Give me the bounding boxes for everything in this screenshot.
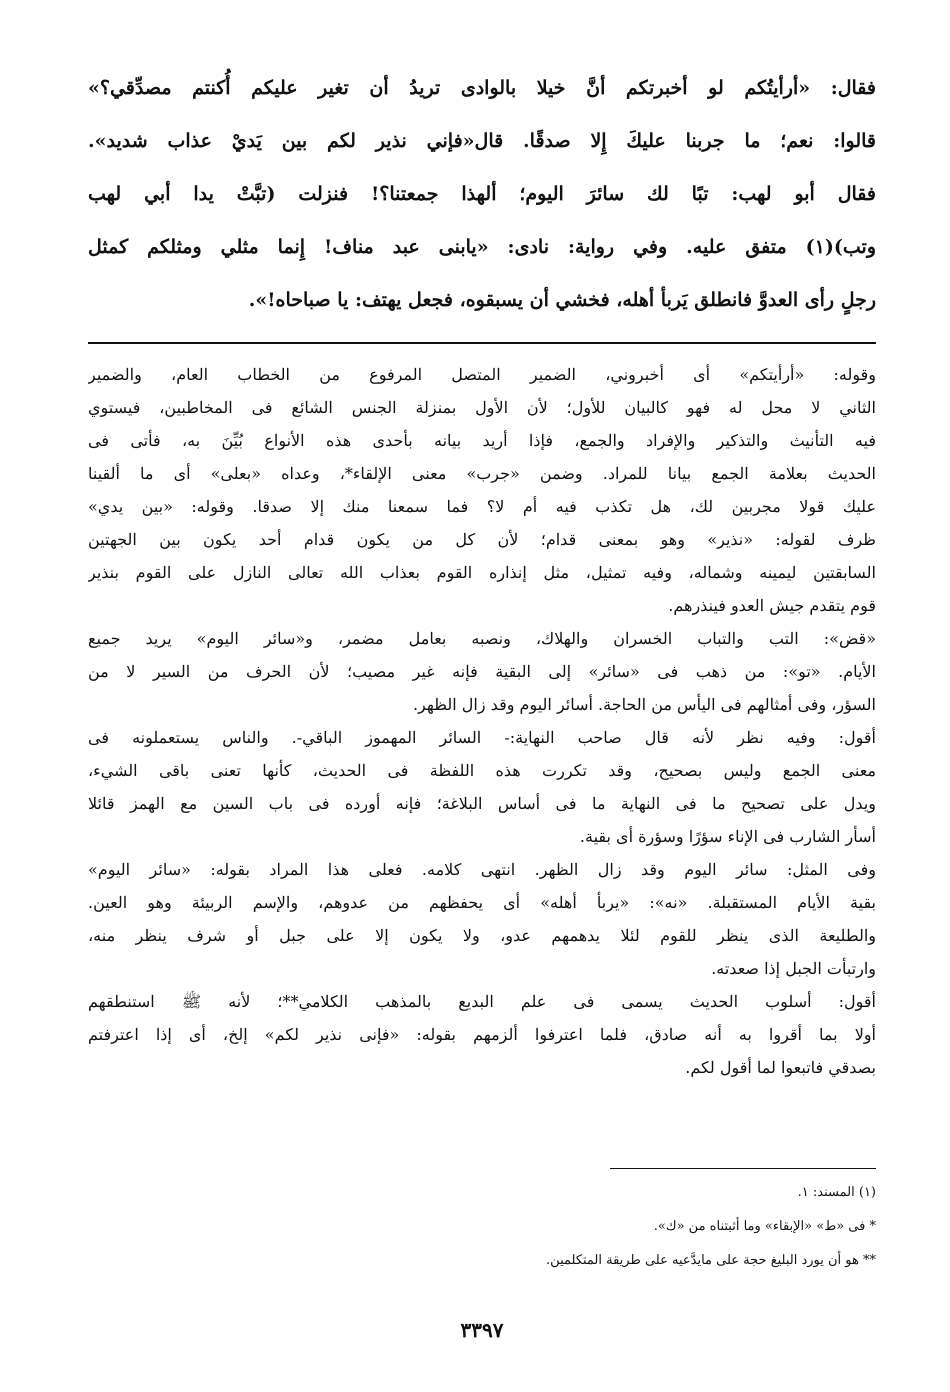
- commentary-line: قوم يتقدم جيش العدو فينذرهم.: [668, 596, 876, 615]
- main-text-line: وتب)(١) متفق عليه. وفي رواية: نادى: «يابنى عبد مناف! إِنما مثلي ومثلكم كمثل: [88, 236, 876, 258]
- commentary-line: وفى المثل: سائر اليوم وقد زال الظهر. انتهى كلامه. فعلى هذا المراد بقوله: «سائر اليوم»: [88, 860, 876, 879]
- main-text-line: قالوا: نعم؛ ما جربنا عليكَ إِلا صدقًا. قال«فإني نذير لكم بين يَديْ عذاب شديد».: [88, 130, 876, 152]
- footnote-separator: [610, 1168, 876, 1169]
- commentary-line: السابقتين ليمينه وشماله، وفيه تمثيل، مثل إنذاره القوم بعذاب الله تعالى النازل على القوم بنذير: [88, 563, 876, 582]
- footnote-line: (١) المسند: ١.: [797, 1185, 876, 1200]
- commentary-line: السؤر، وفى أمثالهم فى اليأس من الحاجة. أسائر اليوم وقد زال الظهر.: [412, 695, 876, 714]
- commentary-line: ظرف لقوله: «نذير» وهو بمعنى قدام؛ لأن كل من يكون قدام أحد يكون بين الجهتين: [88, 530, 876, 549]
- commentary-line: وارتبأت الجبل إذا صعدته.: [711, 959, 876, 978]
- commentary-line: أقول: وفيه نظر لأنه قال صاحب النهاية:- السائر المهموز الباقي-. والناس يستعملونه فى: [88, 728, 876, 747]
- commentary-line: معنى الجمع وليس بصحيح، وقد تكررت هذه اللفظة فى الحديث، كأنها تعنى باقى الشيء،: [88, 761, 876, 780]
- main-text-line: فقال أبو لهب: تبًا لك سائرَ اليوم؛ ألهذا جمعتنا؟! فنزلت (تبَّتْ يدا أبي لهب: [88, 183, 876, 205]
- commentary-line: عليك قولا مجربين لك، هل تكذب فيه أم لا؟ فما سمعنا منك إلا صدقا. وقوله: «بين يدي»: [88, 497, 876, 516]
- commentary-line: بصدقي فاتبعوا لما أقول لكم.: [685, 1058, 876, 1077]
- main-text-line: رجلٍ رأى العدوَّ فانطلق يَربأ أهله، فخشي أن يسبقوه، فجعل يهتف: يا صباحاه!».: [248, 289, 876, 311]
- main-text-separator: [88, 342, 876, 344]
- commentary-line: والطليعة الذى ينظر للقوم لئلا يدهمهم عدو، ولا يكون إلا على جبل أو شرف ينظر منه،: [88, 926, 876, 945]
- main-text-line: فقال: «أرأيتُكم لو أخبرتكم أنَّ خيلا بالوادى تريدُ أن تغير عليكم أُكنتم مصدِّقي؟»: [88, 77, 876, 99]
- page: [88, 0, 876, 1392]
- commentary-line: الحديث بعلامة الجمع بيانا للمراد. وضمن «جرب» معنى الإلقاء*، وعداه «بعلى» أى ما ألقينا: [88, 464, 876, 483]
- commentary-line: أولا بما أقروا به أنه صادق، فلما اعترفوا ألزمهم بقوله: «فإنى نذير لكم» إلخ، أى إذا اعترفتم: [88, 1025, 876, 1044]
- commentary-line: فيه التأنيث والتذكير والإفراد والجمع، فإذا أريد بيانه بأحدى هذه الأنواع بُيِّنَ به، فأتى فى: [88, 431, 876, 450]
- commentary-line: وقوله: «أرأيتكم» أى أخبروني، الضمير المتصل المرفوع من الخطاب العام، والضمير: [88, 365, 876, 384]
- footnote-line: ** هو أن يورد البليغ حجة على مايدَّعيه على طريقة المتكلمين.: [546, 1253, 876, 1268]
- commentary-line: بقية الأيام المستقبلة. «نه»: «يربأ أهله» أى يحفظهم من عدوهم، والإسم الربيئة وهو العين.: [88, 893, 876, 912]
- page-number: ٣٣٩٧: [460, 1318, 504, 1342]
- commentary-line: أسأر الشارب فى الإناء سؤرًا وسؤرة أى بقية.: [579, 827, 876, 846]
- commentary-line: الأيام. «تو»: من ذهب فى «سائر» إلى البقية فإنه غير مصيب؛ لأن الحرف من السير لا من: [88, 662, 876, 681]
- footnote-line: * فى «ط» «الإبقاء» وما أثبتناه من «ك».: [653, 1219, 876, 1234]
- commentary-line: الثاني لا محل له فهو كالبيان للأول؛ لأن الأول بمنزلة الجنس الشائع فى المخاطبين، فيستوي: [88, 398, 876, 417]
- commentary-line: «قض»: التب والتباب الخسران والهلاك، ونصبه بعامل مضمر، و«سائر اليوم» يريد جميع: [88, 629, 876, 648]
- commentary-line: ويدل على تصحيح ما فى النهاية ما فى أساس البلاغة؛ فإنه أورده فى باب السين مع الهمز قائلا: [88, 794, 876, 813]
- commentary-line: أقول: أسلوب الحديث يسمى فى علم البديع بالمذهب الكلامي**؛ لأنه ﷺ استنطقهم: [88, 992, 876, 1011]
